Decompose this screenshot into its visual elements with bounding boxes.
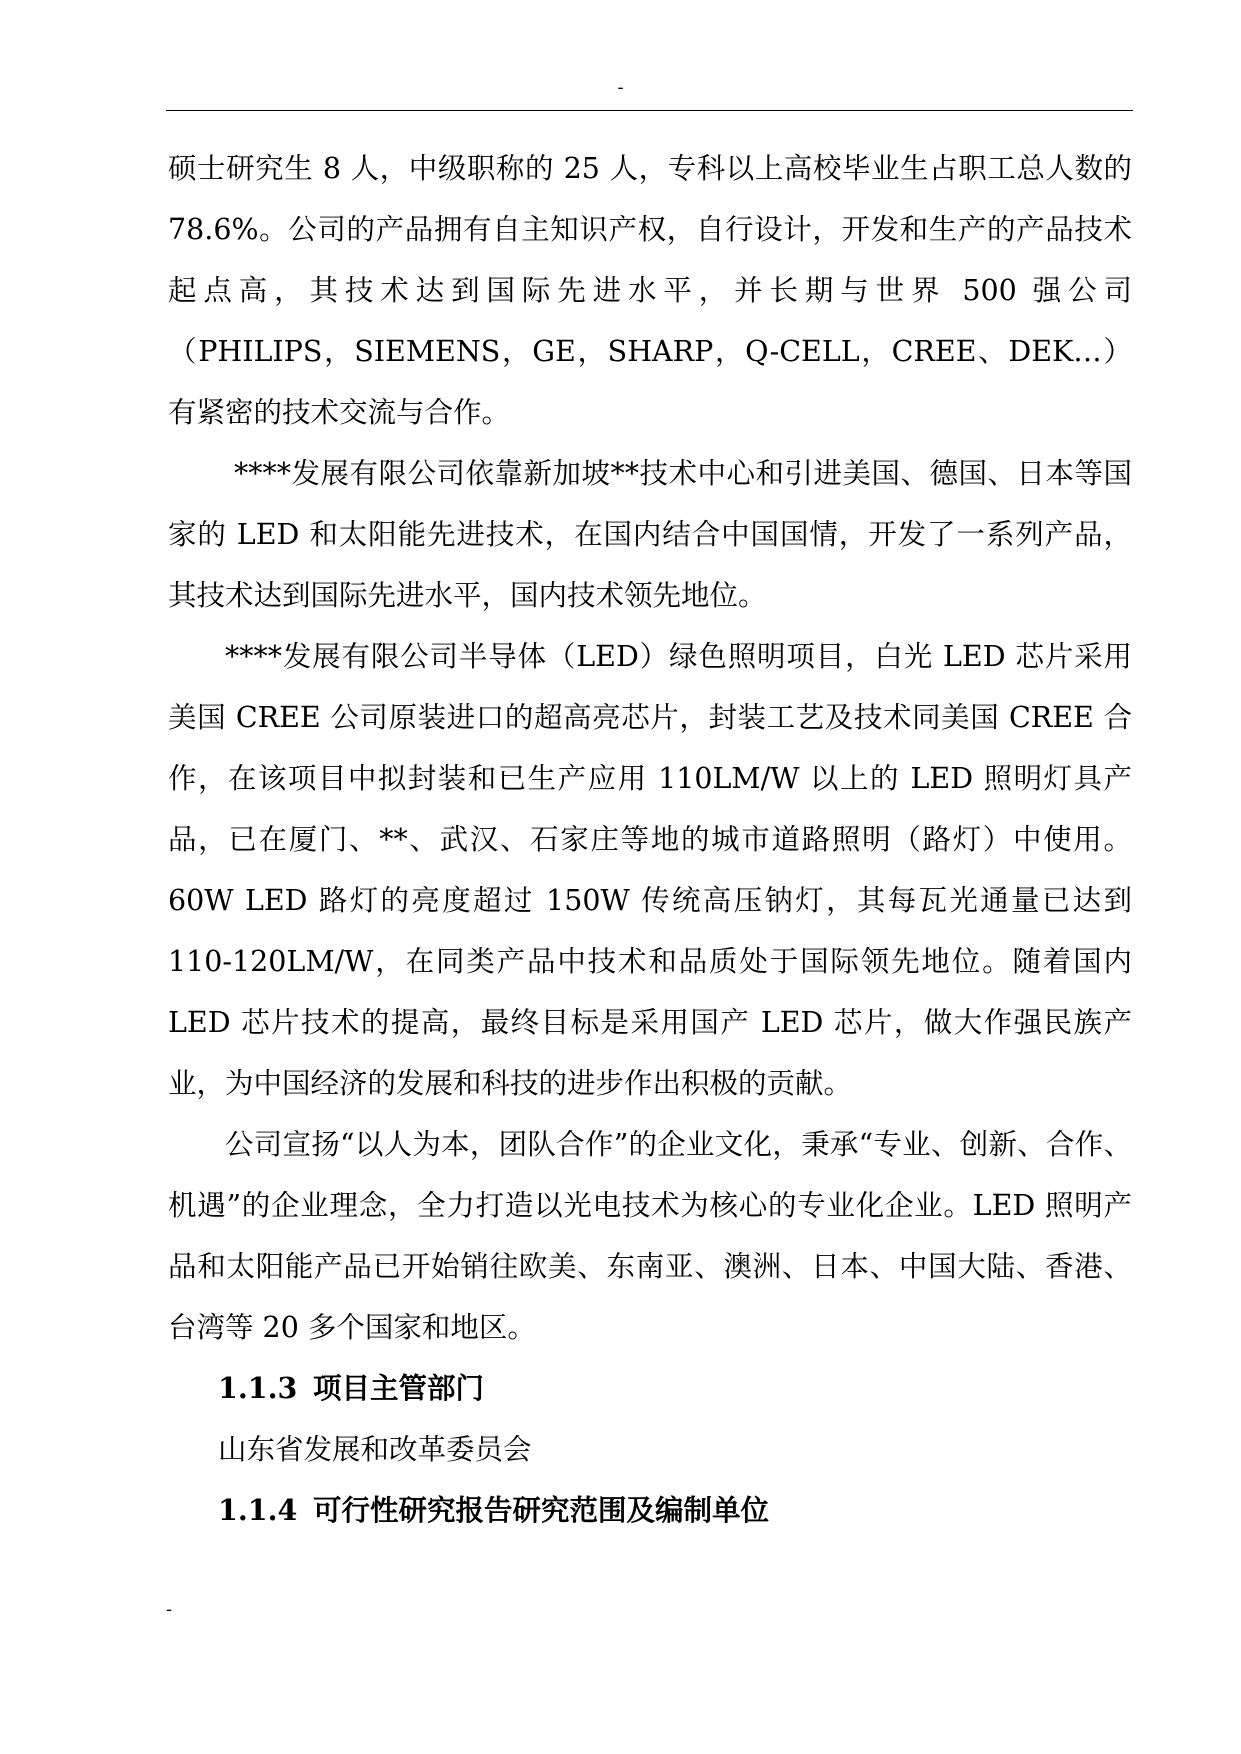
- header-mark: -: [617, 77, 624, 98]
- section-number: 1.1.4: [218, 1493, 298, 1527]
- paragraph-technology-sources: ****发展有限公司依靠新加坡**技术中心和引进美国、德国、日本等国家的 LED 和太阳能先进技术，在国内结合中国国情，开发了一系列产品，其技术达到国际先进水平，国内技术领先地位。: [168, 457, 1132, 612]
- section-number: 1.1.3: [218, 1371, 298, 1405]
- section-title: 项目主管部门: [313, 1371, 485, 1405]
- section-body-authority: 山东省发展和改革委员会: [218, 1433, 532, 1466]
- document-body: [168, 138, 1132, 1541]
- paragraph-company-culture: 公司宣扬“以人为本，团队合作”的企业文化，秉承“专业、创新、合作、机遇”的企业理念，全力打造以光电技术为核心的专业化企业。LED 照明产品和太阳能产品已开始销往欧美、东南亚、澳洲、日本、中国大陆、香港、台湾等 20 多个国家和地区。: [168, 1128, 1132, 1344]
- paragraph-led-project: ****发展有限公司半导体（LED）绿色照明项目，白光 LED 芯片采用美国 CREE 公司原装进口的超高亮芯片，封装工艺及技术同美国 CREE 合作，在该项目中拟封装和已生产应用 110LM/W 以上的 LED 照明灯具产品，已在厦门、**、武汉、石家庄等地的城市道路照明（路灯）中使用。60W LED 路灯的亮度超过 150W 传统高压钠灯，其每瓦光通量已达到 110-120LM/W，在同类产品中技术和品质处于国际领先地位。随着国内 LED 芯片技术的提高，最终目标是采用国产 LED 芯片，做大作强民族产业，为中国经济的发展和科技的进步作出积极的贡献。: [168, 640, 1132, 1100]
- header-rule: [166, 110, 1133, 111]
- section-heading-1-1-4: [168, 1480, 1132, 1541]
- section-title: 可行性研究报告研究范围及编制单位: [313, 1493, 770, 1527]
- footer-mark: -: [166, 1599, 173, 1620]
- section-heading-1-1-3: [168, 1358, 1132, 1419]
- paragraph-company-staff: 硕士研究生 8 人，中级职称的 25 人，专科以上高校毕业生占职工总人数的 78.6%。公司的产品拥有自主知识产权，自行设计，开发和生产的产品技术起点高，其技术达到国际先进水平，并长期与世界 500 强公司（PHILIPS，SIEMENS，GE，SHARP，Q-CELL，CREE、DEK…）有紧密的技术交流与合作。: [168, 152, 1132, 429]
